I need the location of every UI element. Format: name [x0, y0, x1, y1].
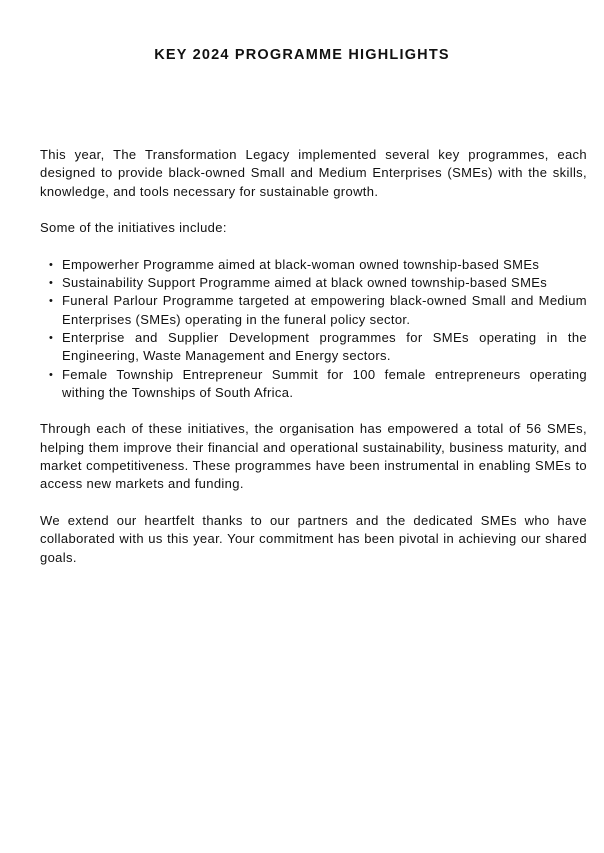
initiatives-list: [40, 256, 587, 402]
results-paragraph: Through each of these initiatives, the organisation has empowered a total of 56 SMEs, helping them improve their financial and operational sustainability, business maturity, and market competitiveness. These programmes have been instrumental in enabling SMEs to access new markets and funding.: [40, 421, 587, 492]
list-item: [49, 256, 587, 274]
bullet-icon: •: [49, 331, 54, 344]
list-item-text: Empowerher Programme aimed at black-woman owned township-based SMEs: [62, 256, 540, 272]
bullet-icon: •: [49, 258, 54, 271]
list-item: [49, 274, 587, 292]
list-item: [49, 292, 587, 329]
list-item: [49, 366, 587, 403]
list-item: [49, 329, 587, 366]
document-body: [40, 146, 587, 585]
bullet-icon: •: [49, 295, 54, 308]
list-item-text: Female Township Entrepreneur Summit for 100 female entrepreneurs operating withing the Townships of South Africa.: [62, 366, 587, 400]
intro-paragraph: This year, The Transformation Legacy implemented several key programmes, each designed to provide black-owned Small and Medium Enterprises (SMEs) with the skills, knowledge, and tools necessary for sustainable growth.: [40, 147, 587, 199]
bullet-icon: •: [49, 277, 54, 290]
list-item-text: Enterprise and Supplier Development programmes for SMEs operating in the Engineering, Waste Management and Energy sectors.: [62, 329, 587, 364]
list-item-text: Funeral Parlour Programme targeted at empowering black-owned Small and Medium Enterprises (SMEs) operating in the funeral policy sector.: [62, 293, 587, 327]
thanks-paragraph: We extend our heartfelt thanks to our partners and the dedicated SMEs who have collaborated with us this year. Your commitment has been pivotal in achieving our shared goals.: [40, 512, 587, 565]
page-title: KEY 2024 PROGRAMME HIGHLIGHTS: [154, 47, 450, 63]
list-item-text: Sustainability Support Programme aimed at black owned township-based SMEs: [62, 275, 548, 291]
lead-in-paragraph: Some of the initiatives include:: [40, 220, 227, 236]
bullet-icon: •: [49, 368, 54, 381]
